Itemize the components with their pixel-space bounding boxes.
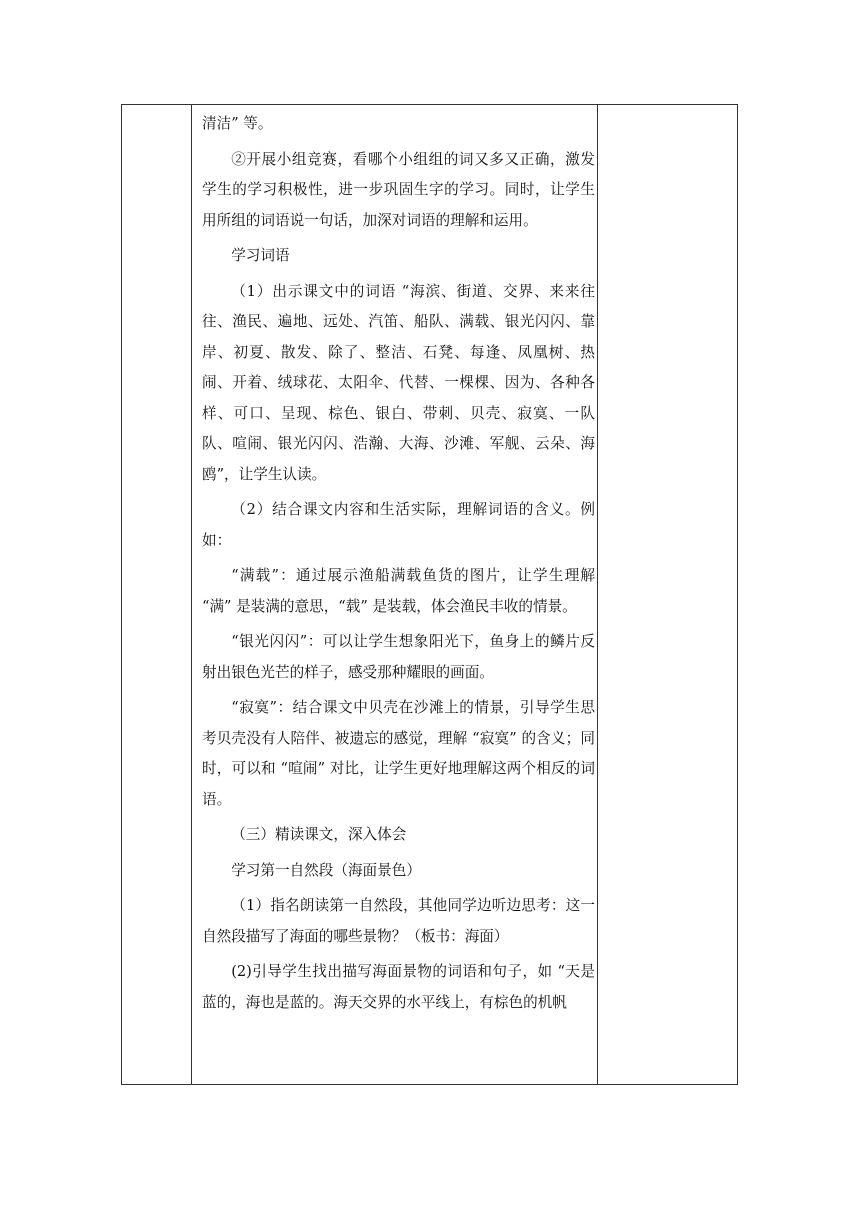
paragraph-find-words: (2)引导学生找出描写海面景物的词语和句子，如 “天是蓝的，海也是蓝的。海天交界的水平线上，有棕色的机帆 bbox=[202, 963, 595, 1011]
paragraph-continuation: 清洁” 等。 bbox=[202, 115, 273, 132]
section-heading-close-reading: （三）精读课文，深入体会 bbox=[231, 826, 407, 843]
paragraph-group-competition: ②开展小组竞赛，看哪个小组组的词又多又正确，激发学生的学习积极性，进一步巩固生字的学习。同时，让学生用所组的词语说一句话，加深对词语的理解和运用。 bbox=[202, 150, 595, 229]
lesson-content-cell bbox=[202, 105, 595, 1084]
section-heading-first-paragraph: 学习第一自然段（海面景色） bbox=[231, 861, 421, 879]
column-divider-left bbox=[191, 105, 192, 1084]
section-heading-learn-words: 学习词语 bbox=[231, 247, 290, 264]
paragraph-word-manzai: “满载”：通过展示渔船满载鱼货的图片，让学生理解 “满” 是装满的意思，“载” 是装载，体会渔民丰收的情景。 bbox=[202, 567, 595, 615]
paragraph-word-jimo: “寂寞”：结合课文中贝壳在沙滩上的情景，引导学生思考贝壳没有人陪伴、被遗忘的感觉，理解 “寂寞” 的含义；同时，可以和 “喧闹” 对比，让学生更好地理解这两个相反的词语。 bbox=[202, 699, 595, 808]
paragraph-word-list: （1）出示课文中的词语 “海滨、街道、交界、来来往往、渔民、遍地、远处、汽笛、船队、满载、银光闪闪、靠岸、初夏、散发、除了、整洁、石凳、每逢、凤凰树、热闹、开着、绒球花、太阳伞、代替、一棵棵、因为、各种各样、可口、呈现、棕色、银白、带刺、贝壳、寂寞、一队队、喧闹、银光闪闪、浩瀚、大海、沙滩、军舰、云朵、海鸥”，让学生认读。 bbox=[202, 282, 595, 483]
lesson-plan-table bbox=[121, 104, 738, 1085]
column-divider-right bbox=[597, 105, 598, 1084]
paragraph-read-aloud: （1）指名朗读第一自然段，其他同学边听边思考：这一自然段描写了海面的哪些景物？（板书：海面） bbox=[202, 897, 595, 945]
paragraph-word-meaning: （2）结合课文内容和生活实际，理解词语的含义。例如： bbox=[202, 501, 595, 549]
paragraph-word-yinguang: “银光闪闪”：可以让学生想象阳光下，鱼身上的鳞片反射出银色光芒的样子，感受那种耀眼的画面。 bbox=[202, 633, 595, 681]
